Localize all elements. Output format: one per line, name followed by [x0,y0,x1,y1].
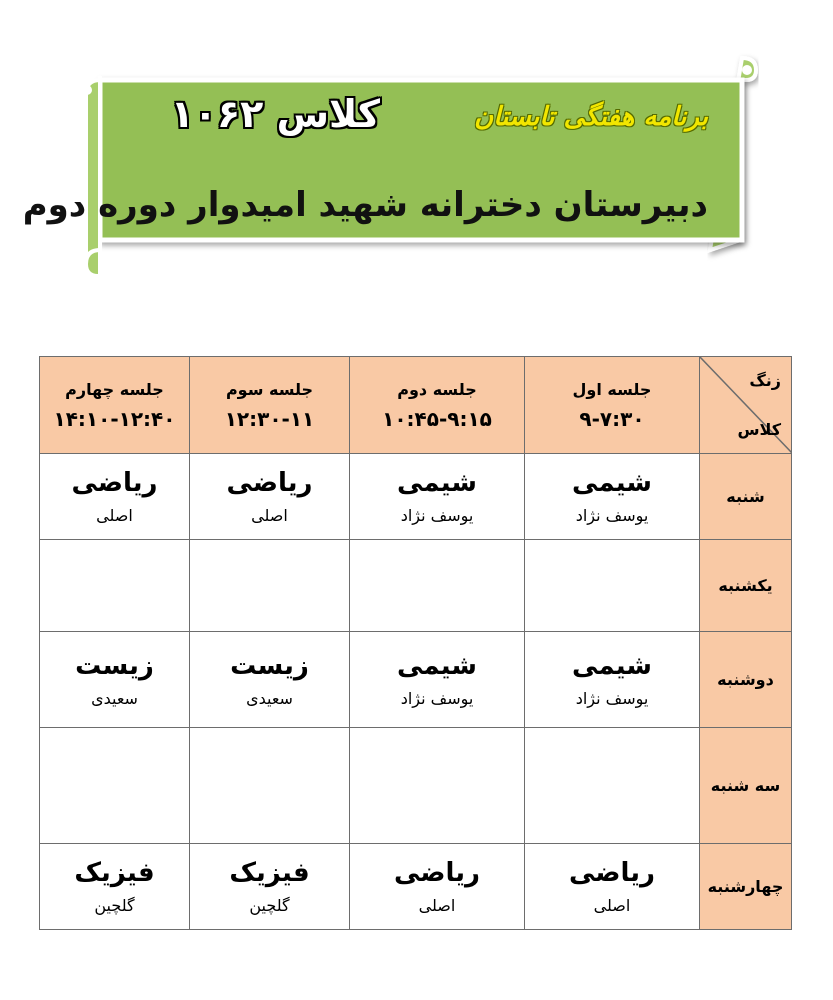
schedule-cell [40,844,190,930]
schedule-cell [350,844,525,930]
school-name: دبیرستان دخترانه شهید امیدوار دوره دوم [22,185,708,225]
session-header-4 [40,357,190,454]
schedule-cell [525,540,700,632]
schedule-subtitle: برنامه هفتگی تابستان [474,102,708,132]
subject: شیمی [397,650,477,681]
corner-bell-label: زنگ [749,371,781,390]
session-time: ۱۴:۱۰-۱۲:۴۰ [53,406,176,431]
weekly-schedule-table [39,356,792,930]
teacher: اصلی [418,895,456,915]
teacher: اصلی [96,505,133,525]
session-header-3 [190,357,350,454]
schedule-cell [190,540,350,632]
session-time: ۹-۷:۳۰ [579,406,645,431]
subject: ریاضی [226,467,313,498]
day-label: چهارشنبه [700,844,792,930]
day-row-saturday [40,454,792,540]
schedule-cell [525,728,700,844]
scroll-banner-shape [70,50,770,280]
subject: شیمی [572,650,652,681]
schedule-cell [525,454,700,540]
teacher: گلچین [94,895,135,915]
day-row-wednesday [40,844,792,930]
header-row [40,357,792,454]
session-title: جلسه چهارم [65,379,164,399]
schedule-cell [40,728,190,844]
subject: شیمی [572,467,652,498]
schedule-cell [350,540,525,632]
session-header-1 [525,357,700,454]
session-title: جلسه سوم [225,379,314,399]
teacher: یوسف نژاد [575,688,649,708]
title-banner [22,50,770,280]
class-number: کلاس ۱۰۶۲ [170,92,380,136]
subject: زیست [75,650,154,681]
schedule-cell [350,632,525,728]
teacher: گلچین [249,895,290,915]
subject: زیست [230,650,309,681]
subject: ریاضی [569,857,655,888]
schedule-cell [525,844,700,930]
schedule-cell [190,728,350,844]
teacher: سعیدی [246,688,293,708]
schedule-cell [40,632,190,728]
teacher: سعیدی [91,688,138,708]
schedule-cell [40,454,190,540]
day-row-tuesday [40,728,792,844]
subject: فیزیک [229,857,310,888]
corner-cell [700,357,792,454]
teacher: یوسف نژاد [400,688,474,708]
teacher: اصلی [593,895,631,915]
corner-class-label: کلاس [737,420,781,439]
teacher: یوسف نژاد [575,505,649,525]
teacher: اصلی [251,505,288,525]
schedule-cell [350,728,525,844]
schedule-cell [350,454,525,540]
day-label: دوشنبه [700,632,792,728]
session-title: جلسه اول [572,379,652,399]
subject: فیزیک [74,857,155,888]
subject: ریاضی [394,857,480,888]
day-row-monday [40,632,792,728]
day-label: سه شنبه [700,728,792,844]
schedule-cell [190,454,350,540]
day-label: شنبه [700,454,792,540]
subject: شیمی [397,467,477,498]
session-header-2 [350,357,525,454]
subject: ریاضی [71,467,158,498]
schedule-cell [40,540,190,632]
session-time: ۱۲:۳۰-۱۱ [224,406,315,431]
session-title: جلسه دوم [397,379,477,399]
session-time: ۱۰:۴۵-۹:۱۵ [382,406,492,431]
teacher: یوسف نژاد [400,505,474,525]
day-label: یکشنبه [700,540,792,632]
schedule-cell [525,632,700,728]
schedule-cell [190,844,350,930]
schedule-cell [190,632,350,728]
day-row-sunday [40,540,792,632]
